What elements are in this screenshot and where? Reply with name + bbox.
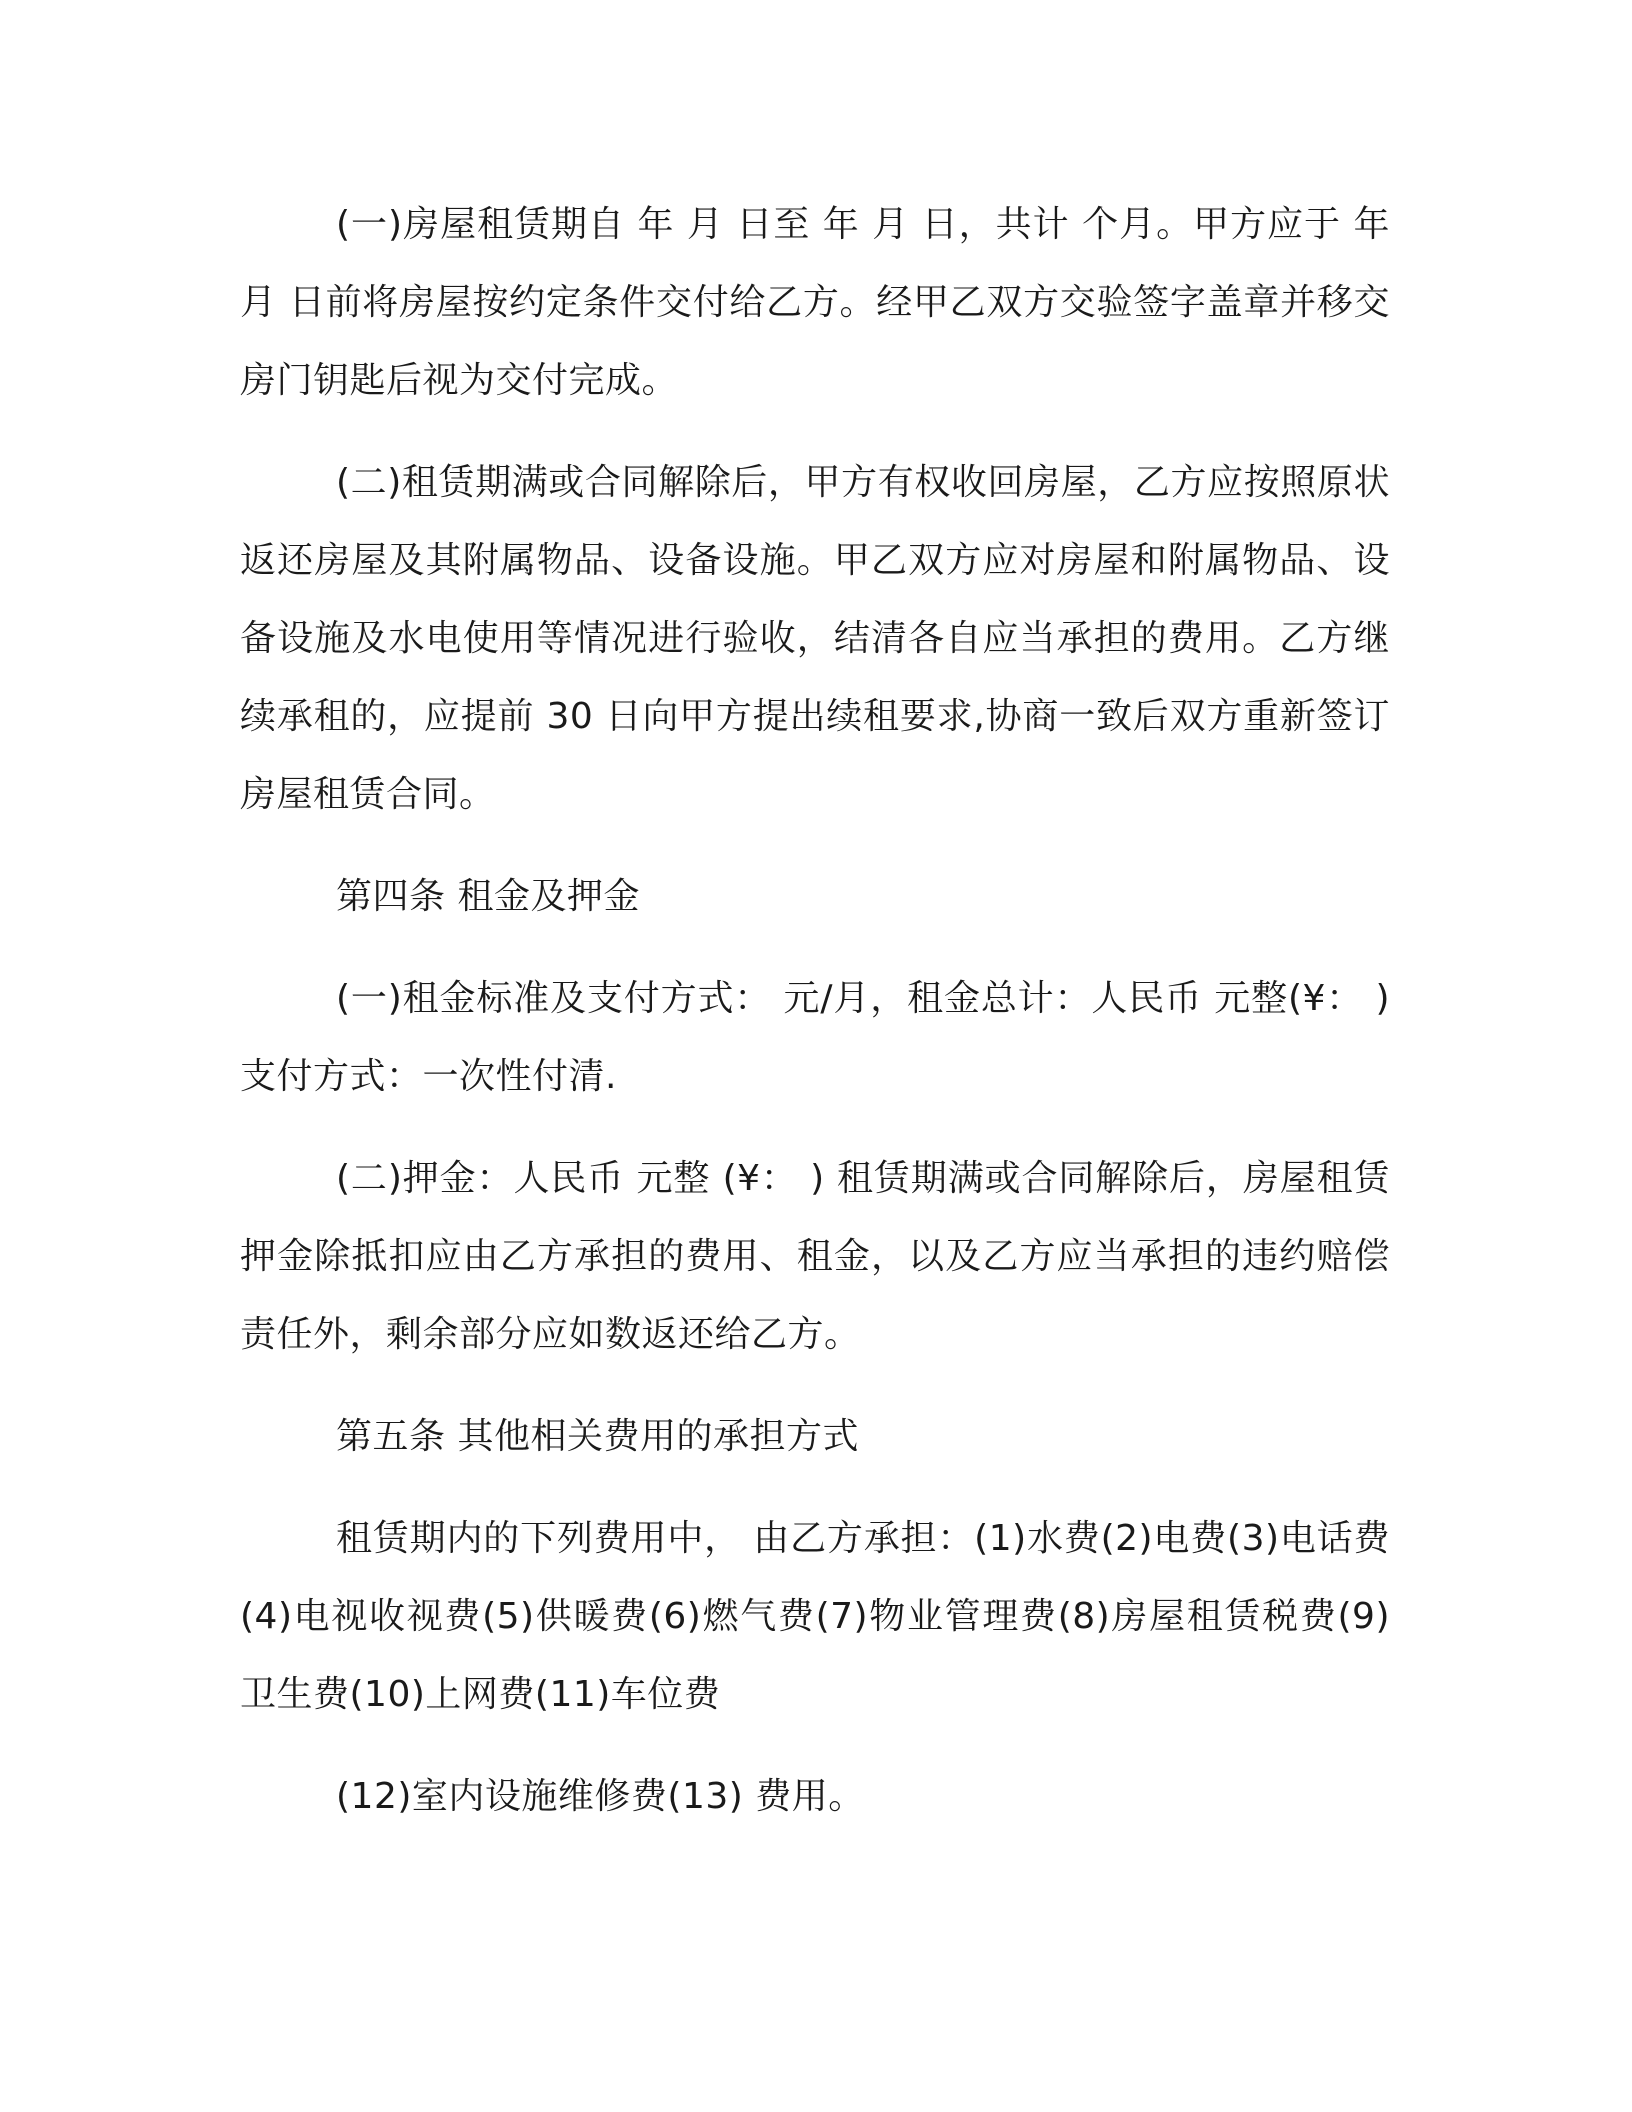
clause-lease-term: (一)房屋租赁期自 年 月 日至 年 月 日，共计 个月。甲方应于 年 月 日前将房屋按约定条件交付给乙方。经甲乙双方交验签字盖章并移交房门钥匙后视为交付完成。: [240, 204, 1390, 401]
clause-lease-end: (二)租赁期满或合同解除后，甲方有权收回房屋，乙方应按照原状返还房屋及其附属物品、设备设施。甲乙双方应对房屋和附属物品、设备设施及水电使用等情况进行验收，结清各自应当承担的费用。乙方继续承租的，应提前 30 日向甲方提出续租要求,协商一致后双方重新签订房屋租赁合同。: [240, 462, 1390, 815]
clause-fees-list: 租赁期内的下列费用中， 由乙方承担：(1)水费(2)电费(3)电话费(4)电视收视费(5)供暖费(6)燃气费(7)物业管理费(8)房屋租赁税费(9)卫生费(10)上网费(11)车位费: [240, 1518, 1390, 1715]
document-body: [240, 186, 1390, 1860]
clause-fees-list-cont: (12)室内设施维修费(13) 费用。: [336, 1776, 865, 1817]
clause-rent: (一)租金标准及支付方式： 元/月，租金总计：人民币 元整(¥： ) 支付方式：一次性付清.: [240, 978, 1390, 1097]
article-4-heading: 第四条 租金及押金: [336, 876, 640, 917]
clause-deposit: (二)押金：人民币 元整 (¥： ) 租赁期满或合同解除后，房屋租赁押金除抵扣应由乙方承担的费用、租金，以及乙方应当承担的违约赔偿责任外，剩余部分应如数返还给乙方。: [240, 1158, 1390, 1355]
article-5-heading: 第五条 其他相关费用的承担方式: [336, 1416, 859, 1457]
